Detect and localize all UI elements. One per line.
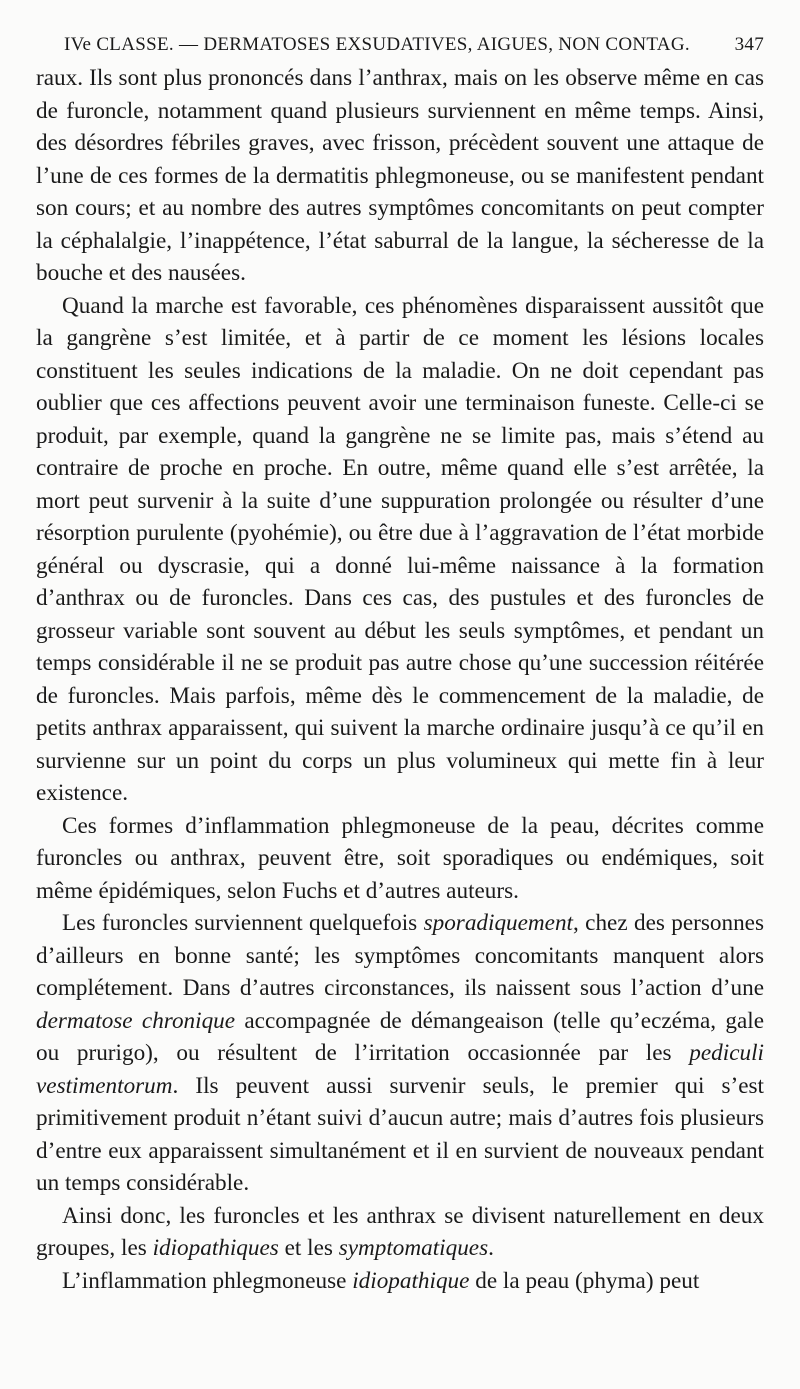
italic-text: idiopathique [352, 1267, 470, 1294]
text-run: et les [278, 1235, 339, 1261]
italic-text: sporadiquement [423, 910, 573, 936]
text-run: . Ils peuvent aussi survenir seuls, le premier qui s’est primitivement produit n’étant suivi d’aucun autre; mais d’autres fois plusieurs d’entre eux apparaissent simultanément et il en survient de nouveaux pendant un temps considérable. [36, 1072, 764, 1196]
italic-text: idiopathiques [152, 1235, 279, 1261]
paragraph [36, 1200, 764, 1265]
text-run: Les furoncles surviennent quelquefois [62, 910, 424, 936]
running-header-title: IVe CLASSE. — DERMATOSES EXSUDATIVES, AIGUES, NON CONTAG. [64, 34, 690, 55]
paragraph [36, 62, 764, 290]
text-run: Ces formes d’inflammation phlegmoneuse de la peau, décrites comme furoncles ou anthrax, peuvent être, soit sporadiques ou endémiques, soit même épidémiques, selon Fuchs et d’autres auteurs. [36, 812, 764, 904]
paragraph [36, 290, 764, 810]
text-run: , chez des personnes d’ailleurs en bonne santé; les symptômes concomitants manquent alors complétement. Dans d’autres circonstances, ils naissent sous l’action d’une [36, 910, 764, 1001]
body-text [36, 62, 764, 1297]
text-run: Ainsi donc, les furoncles et les anthrax se divisent naturellement en deux groupes, les [36, 1202, 764, 1261]
italic-text: pediculi vestimentorum [36, 1040, 764, 1099]
paragraph [36, 810, 764, 908]
text-run: raux. Ils sont plus prononcés dans l’anthrax, mais on les observe même en cas de furoncle, notamment quand plusieurs surviennent en même temps. Ainsi, des désordres fébriles graves, avec frisson, précèdent souvent une attaque de l’une de ces formes de la dermatitis phlegmoneuse, ou se manifestent pendant son cours; et au nombre des autres symptômes concomitants on peut compter la céphalalgie, l’inappétence, l’état saburral de la langue, la sécheresse de la bouche et des nausées. [36, 65, 764, 286]
paragraph [36, 907, 764, 1200]
running-header [36, 28, 764, 62]
italic-text: symptomatiques [338, 1235, 489, 1261]
page-number: 347 [734, 34, 764, 55]
text-run: . [488, 1235, 494, 1261]
paragraph [36, 1265, 764, 1298]
text-run: de la peau (phyma) peut [469, 1267, 700, 1294]
text-run: accompagnée de démangeaison (telle qu’eczéma, gale ou prurigo), ou résultent de l’irritation occasionnée par les [36, 1007, 764, 1066]
text-run: Quand la marche est favorable, ces phénomènes disparaissent aussitôt que la gangrène s’est limitée, et à partir de ce moment les lésions locales constituent les seules indications de la maladie. On ne doit cependant pas oublier que ces affections peuvent avoir une terminaison funeste. Celle-ci se produit, par exemple, quand la gangrène ne se limite pas, mais s’étend au contraire de proche en proche. En outre, même quand elle s’est arrêtée, la mort peut survenir à la suite d’une suppuration prolongée ou résulter d’une résorption purulente (pyohémie), ou être due à l’aggravation de l’état morbide général ou dyscrasie, qui a donné lui-même naissance à la formation d’anthrax ou de furoncles. Dans ces cas, des pustules et des furoncles de grosseur variable sont souvent au début les seuls symptômes, et pendant un temps considérable il ne se produit pas autre chose qu’une succession réitérée de furoncles. Mais parfois, même dès le commencement de la maladie, de petits anthrax apparaissent, qui suivent la marche ordinaire jusqu’à ce qu’il en survienne sur un point du corps un plus volumineux qui mette fin à leur existence. [36, 292, 764, 806]
text-run: L’inflammation phlegmoneuse [62, 1267, 353, 1294]
document-page [36, 28, 764, 1297]
italic-text: dermatose chronique [36, 1007, 236, 1034]
